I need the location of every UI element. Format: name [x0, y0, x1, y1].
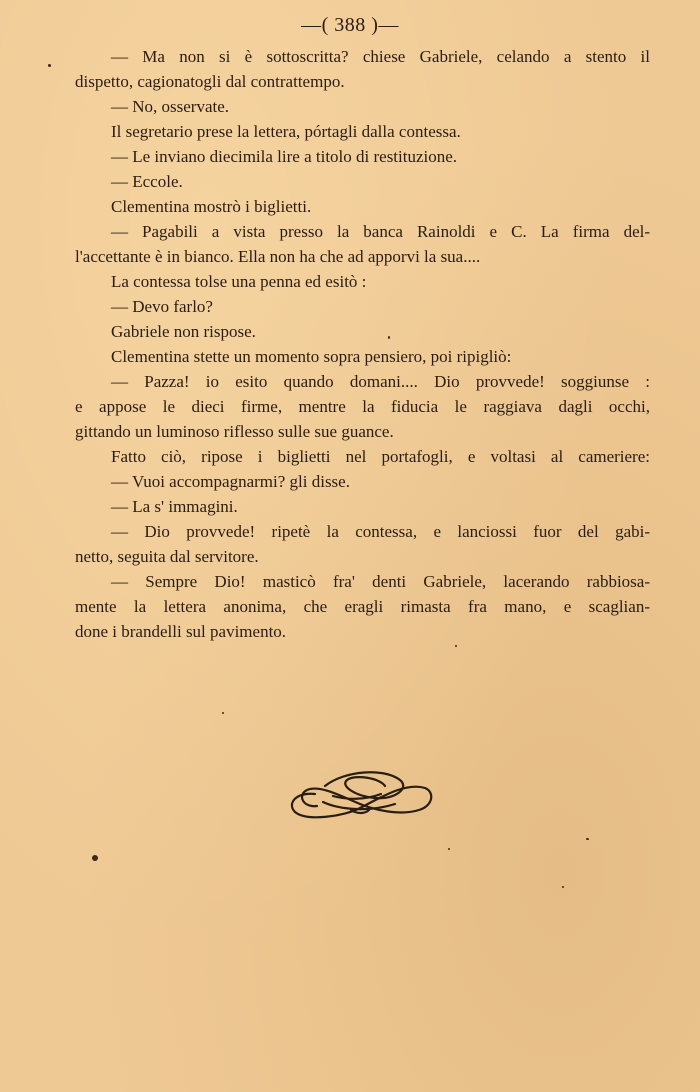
text-line: — Pagabili a vista presso la banca Rainoldi e C. La firma del- [111, 222, 650, 241]
scroll-flourish-icon [285, 764, 435, 828]
text-line: gittando un luminoso riflesso sulle sue guance. [75, 422, 394, 441]
text-line: — La s' immagini. [111, 497, 238, 516]
body-text [75, 44, 650, 644]
text-line: Gabriele non rispose. [111, 322, 256, 341]
text-line: La contessa tolse una penna ed esitò : [111, 272, 367, 291]
text-line: mente la lettera anonima, che eragli rimasta fra mano, e scaglian- [75, 597, 650, 616]
text-line: done i brandelli sul pavimento. [75, 622, 287, 641]
ink-speck [388, 336, 390, 339]
text-line: — Le inviano diecimila lire a titolo di restituzione. [111, 147, 458, 166]
text-line: netto, seguita dal servitore. [75, 547, 259, 566]
text-line: — Devo farlo? [111, 297, 213, 316]
text-line: — Ma non si è sottoscritta? chiese Gabriele, celando a stento il [111, 47, 650, 66]
page-number: —( 388 )— [301, 14, 399, 36]
ink-speck [222, 712, 224, 714]
text-line: — Sempre Dio! masticò fra' denti Gabriele, lacerando rabbiosa- [111, 572, 650, 591]
ink-speck [92, 855, 98, 861]
ink-speck [448, 848, 450, 850]
text-line: — Dio provvede! ripetè la contessa, e lanciossi fuor del gabi- [111, 522, 650, 541]
text-line: l'accettante è in bianco. Ella non ha che ad apporvi la sua.... [75, 247, 481, 266]
text-line: — Pazza! io esito quando domani.... Dio provvede! soggiunse : [111, 372, 650, 391]
ink-speck [562, 886, 564, 888]
text-line: e appose le dieci firme, mentre la fiducia le raggiava dagli occhi, [75, 397, 650, 416]
text-line: Il segretario prese la lettera, pórtagli dalla contessa. [111, 122, 461, 141]
text-line: Clementina mostrò i biglietti. [111, 197, 312, 216]
text-line: — No, osservate. [111, 97, 230, 116]
text-line: Fatto ciò, ripose i biglietti nel portafogli, e voltasi al cameriere: [111, 447, 650, 466]
ink-speck [455, 645, 457, 647]
text-line: Clementina stette un momento sopra pensiero, poi ripigliò: [111, 347, 512, 366]
text-line: dispetto, cagionatogli dal contrattempo. [75, 72, 345, 91]
ink-speck [48, 64, 51, 67]
text-line: — Eccole. [111, 172, 183, 191]
text-line: — Vuoi accompagnarmi? gli disse. [111, 472, 350, 491]
ink-speck [586, 838, 589, 840]
